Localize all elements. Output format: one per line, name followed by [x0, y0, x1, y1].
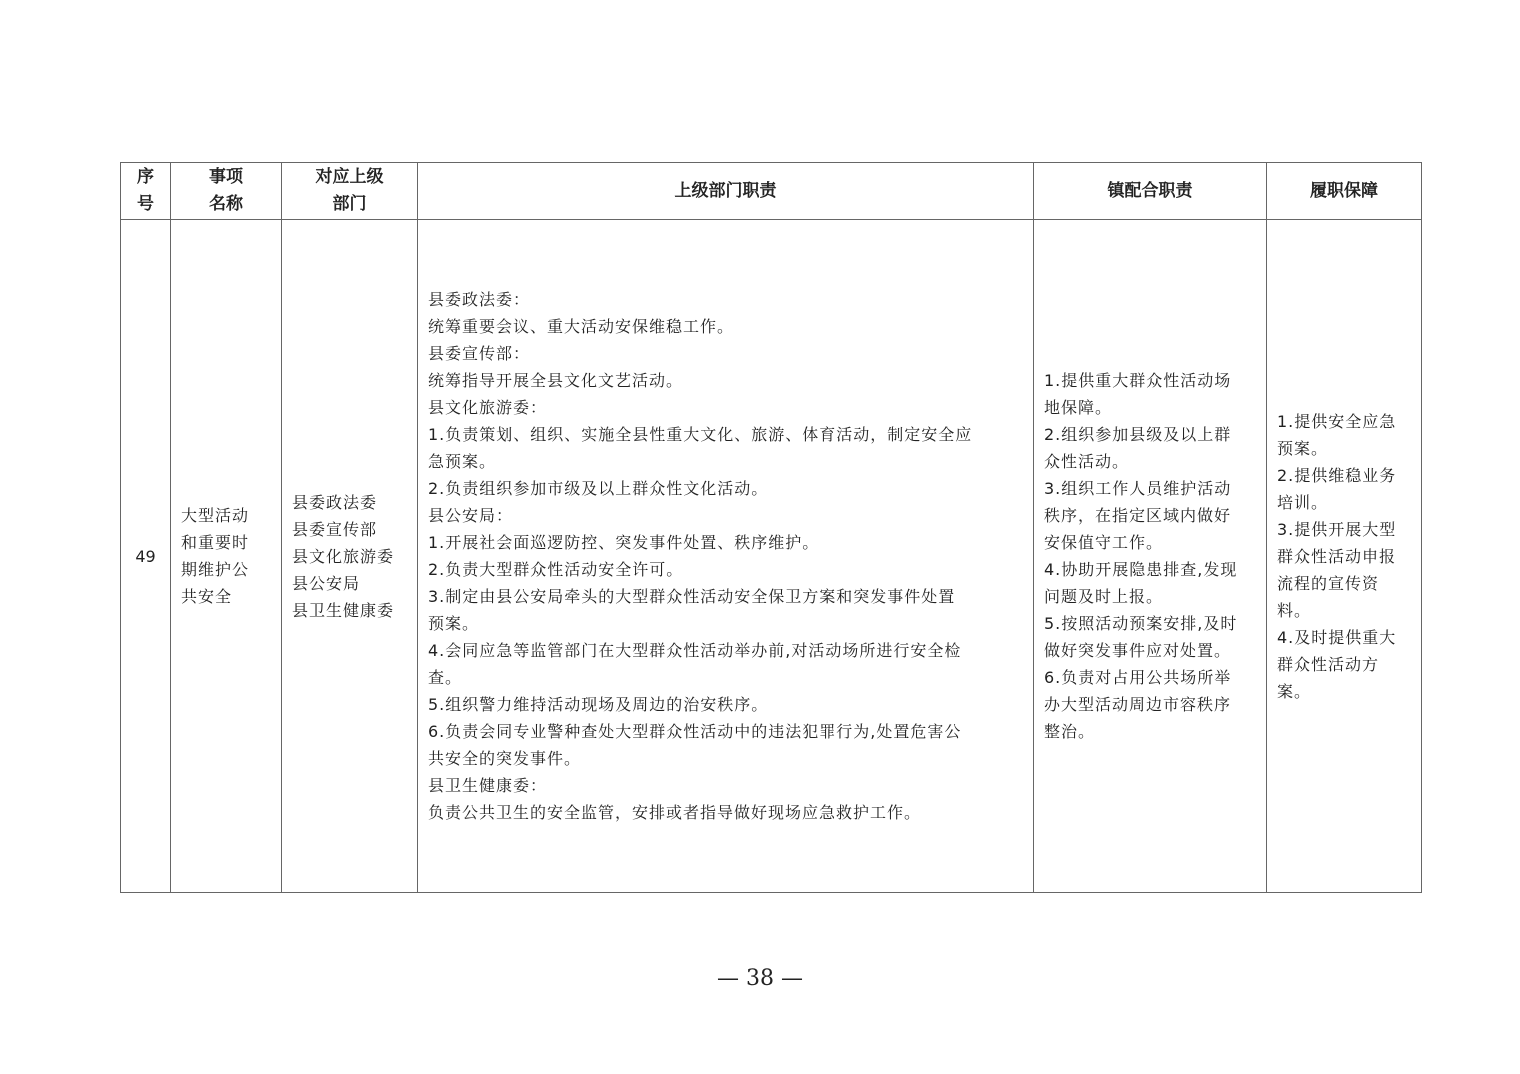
upper-duty-line: 统筹指导开展全县文化文艺活动。	[428, 371, 684, 390]
row-item-name	[171, 220, 282, 893]
item-name-line: 共安全	[181, 587, 233, 606]
upper-duty-line: 2.负责组织参加市级及以上群众性文化活动。	[428, 479, 769, 498]
dept-line: 县委宣传部	[292, 519, 378, 539]
item-name-line: 和重要时	[181, 533, 250, 552]
town-duty-line: 众性活动。	[1044, 452, 1130, 471]
upper-duty-line: 县卫生健康委：	[428, 776, 548, 795]
guarantee-line: 案。	[1277, 681, 1312, 701]
guarantee-line: 预案。	[1277, 438, 1329, 458]
dept-line: 县卫生健康委	[292, 600, 395, 620]
guarantee-line: 2.提供维稳业务	[1277, 465, 1397, 485]
guarantee-line: 群众性活动方	[1277, 654, 1380, 674]
town-duty-line: 安保值守工作。	[1044, 533, 1164, 552]
dept-line: 县公安局	[292, 573, 361, 593]
dept-line: 县文化旅游委	[292, 546, 395, 566]
guarantee-line: 培训。	[1277, 492, 1329, 512]
town-duty-line: 2.组织参加县级及以上群	[1044, 425, 1232, 444]
item-name-line: 期维护公	[181, 560, 250, 579]
upper-duty-line: 3.制定由县公安局牵头的大型群众性活动安全保卫方案和突发事件处置	[428, 587, 956, 606]
town-duty-line: 6.负责对占用公共场所举	[1044, 668, 1232, 687]
upper-duty-line: 1.负责策划、组织、实施全县性重大文化、旅游、体育活动，制定安全应	[428, 425, 973, 444]
town-duty-line: 做好突发事件应对处置。	[1044, 641, 1232, 660]
town-duty-line: 办大型活动周边市容秩序	[1044, 695, 1232, 714]
header-town-duty: 镇配合职责	[1034, 163, 1267, 220]
header-name: 事项 名称	[171, 163, 282, 220]
upper-duty-line: 1.开展社会面巡逻防控、突发事件处置、秩序维护。	[428, 533, 820, 552]
guarantee-line: 群众性活动申报	[1277, 546, 1397, 566]
header-upper-duty: 上级部门职责	[418, 163, 1034, 220]
guarantee-line: 流程的宣传资	[1277, 573, 1380, 593]
upper-duty-line: 县委宣传部：	[428, 344, 531, 363]
upper-duty-line: 县委政法委：	[428, 290, 531, 309]
header-num: 序 号	[121, 163, 171, 220]
upper-duty-line: 急预案。	[428, 452, 497, 471]
upper-duty-line: 县文化旅游委：	[428, 398, 548, 417]
dept-line: 县委政法委	[292, 492, 378, 512]
upper-duty-line: 共安全的突发事件。	[428, 749, 582, 768]
item-name-line: 大型活动	[181, 506, 250, 525]
table-row	[121, 220, 1422, 893]
header-row	[121, 163, 1422, 220]
row-num: 49	[121, 220, 171, 893]
upper-duty-line: 统筹重要会议、重大活动安保维稳工作。	[428, 317, 735, 336]
header-guarantee: 履职保障	[1267, 163, 1422, 220]
town-duty-line: 4.协助开展隐患排查,发现	[1044, 560, 1238, 579]
header-dept: 对应上级 部门	[282, 163, 418, 220]
town-duty-line: 5.按照活动预案安排,及时	[1044, 614, 1238, 633]
upper-duty-line: 6.负责会同专业警种查处大型群众性活动中的违法犯罪行为,处置危害公	[428, 722, 962, 741]
town-duty-line: 整治。	[1044, 722, 1096, 741]
upper-duty-line: 4.会同应急等监管部门在大型群众性活动举办前,对活动场所进行安全检	[428, 641, 962, 660]
row-upper-duty	[418, 220, 1034, 893]
upper-duty-line: 5.组织警力维持活动现场及周边的治安秩序。	[428, 695, 769, 714]
town-duty-line: 1.提供重大群众性活动场	[1044, 371, 1232, 390]
guarantee-line: 1.提供安全应急	[1277, 411, 1397, 431]
upper-duty-line: 2.负责大型群众性活动安全许可。	[428, 560, 684, 579]
town-duty-line: 秩序，在指定区域内做好	[1044, 506, 1232, 525]
town-duty-line: 地保障。	[1044, 398, 1113, 417]
row-dept	[282, 220, 418, 893]
page-number: — 38 —	[717, 966, 803, 991]
upper-duty-line: 负责公共卫生的安全监管，安排或者指导做好现场应急救护工作。	[428, 803, 922, 822]
town-duty-line: 问题及时上报。	[1044, 587, 1164, 606]
guarantee-line: 3.提供开展大型	[1277, 519, 1397, 539]
duty-table	[120, 162, 1422, 893]
row-guarantee	[1267, 220, 1422, 893]
upper-duty-line: 预案。	[428, 614, 480, 633]
row-town-duty	[1034, 220, 1267, 893]
guarantee-line: 料。	[1277, 600, 1312, 620]
upper-duty-line: 查。	[428, 668, 463, 687]
town-duty-line: 3.组织工作人员维护活动	[1044, 479, 1232, 498]
upper-duty-line: 县公安局：	[428, 506, 514, 525]
guarantee-line: 4.及时提供重大	[1277, 627, 1397, 647]
